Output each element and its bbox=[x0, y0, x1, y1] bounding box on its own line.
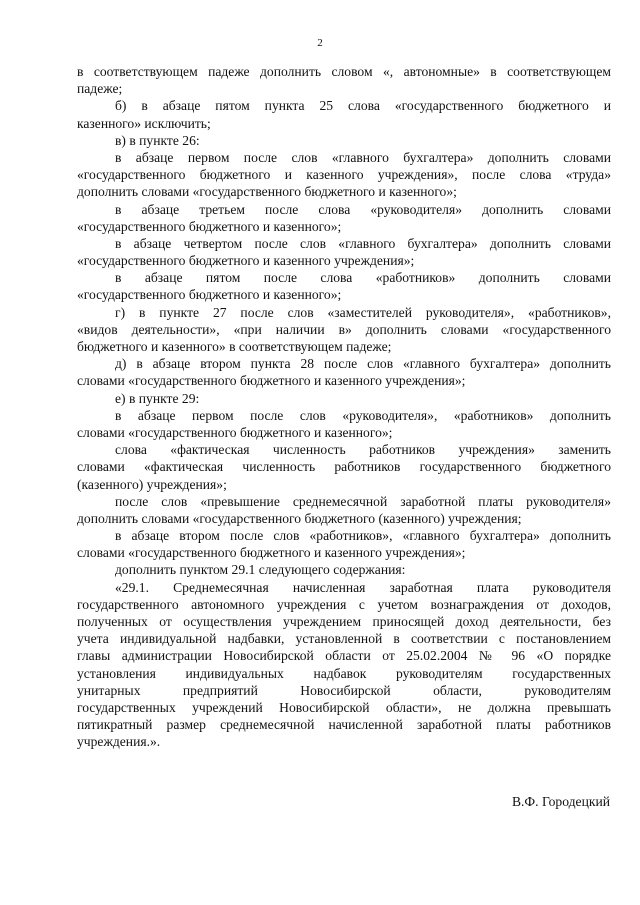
text-line: пятикратный размер среднемесячной начисленной заработной платы работников bbox=[77, 717, 611, 733]
text-line: «государственного бюджетного и казенного»; bbox=[77, 287, 342, 303]
text-line: б) в абзаце пятом пункта 25 слова «государственного бюджетного и bbox=[115, 98, 611, 114]
text-line: словами «государственного бюджетного и казенного учреждения»; bbox=[77, 373, 466, 389]
text-line: словами «фактическая численность работников государственного бюджетного bbox=[77, 459, 611, 475]
text-line: г) в пункте 27 после слов «заместителей руководителя», «работников», bbox=[115, 304, 611, 320]
text-line: унитарных предприятий Новосибирской области, руководителям bbox=[77, 682, 611, 698]
text-line: после слов «превышение среднемесячной заработной платы руководителя» bbox=[115, 493, 611, 509]
page-number: 2 bbox=[317, 37, 323, 49]
text-line: падеже; bbox=[77, 81, 123, 97]
text-line: дополнить пунктом 29.1 следующего содержания: bbox=[115, 562, 406, 578]
signature-name: В.Ф. Городецкий bbox=[511, 794, 610, 809]
text-line: е) в пункте 29: bbox=[115, 390, 200, 406]
text-line: «видов деятельности», «при наличии в» дополнить словами «государственного bbox=[77, 321, 611, 337]
text-line: в) в пункте 26: bbox=[115, 132, 200, 148]
text-line: «государственного бюджетного и казенного учреждения», после слова «труда» bbox=[77, 167, 611, 183]
text-line: государственного автономного учреждения с учетом вознаграждения от доходов, bbox=[77, 596, 611, 612]
text-line: (казенного) учреждения»; bbox=[77, 476, 227, 492]
text-line: государственных учреждений Новосибирской области», не должна превышать bbox=[77, 699, 611, 715]
text-line: в соответствующем падеже дополнить словом «, автономные» в соответствующем bbox=[77, 64, 611, 79]
text-line: установления индивидуальных надбавок руководителям государственных bbox=[77, 665, 611, 681]
text-line: в абзаце втором после слов «работников», «главного бухгалтера» дополнить bbox=[115, 528, 611, 544]
text-line: слова «фактическая численность работников учреждения» заменить bbox=[115, 442, 611, 458]
document-body bbox=[77, 63, 611, 751]
text-line: в абзаце первом после слов «руководителя», «работников» дополнить bbox=[115, 407, 611, 423]
text-line: учреждения.». bbox=[77, 734, 161, 750]
text-line: «государственного бюджетного и казенного»; bbox=[77, 218, 342, 234]
text-line: главы администрации Новосибирской области от 25.02.2004 № 96 «О порядке bbox=[77, 648, 611, 664]
text-line: в абзаце первом после слов «главного бухгалтера» дополнить словами bbox=[115, 149, 611, 165]
text-line: казенного» исключить; bbox=[77, 115, 211, 131]
text-line: в абзаце четвертом после слов «главного бухгалтера» дополнить словами bbox=[115, 235, 611, 251]
text-line: «29.1. Среднемесячная начисленная заработная плата руководителя bbox=[115, 579, 611, 595]
text-line: в абзаце пятом после слова «работников» дополнить словами bbox=[115, 270, 611, 286]
text-line: дополнить словами «государственного бюджетного и казенного»; bbox=[77, 184, 457, 200]
text-line: словами «государственного бюджетного и казенного»; bbox=[77, 424, 393, 440]
text-line: в абзаце третьем после слова «руководителя» дополнить словами bbox=[115, 201, 611, 217]
text-line: бюджетного и казенного» в соответствующем падеже; bbox=[77, 339, 392, 354]
text-line: полученных от осуществления учреждением приносящей доход деятельности, без bbox=[77, 614, 611, 629]
text-line: дополнить словами «государственного бюджетного (казенного) учреждения; bbox=[77, 510, 522, 526]
text-line: «государственного бюджетного и казенного учреждения»; bbox=[77, 253, 415, 269]
text-line: д) в абзаце втором пункта 28 после слов «главного бухгалтера» дополнить bbox=[115, 356, 611, 372]
text-line: словами «государственного бюджетного и казенного учреждения»; bbox=[77, 545, 466, 561]
text-line: учета индивидуальной надбавки, установленной в соответствии с постановлением bbox=[77, 631, 611, 647]
